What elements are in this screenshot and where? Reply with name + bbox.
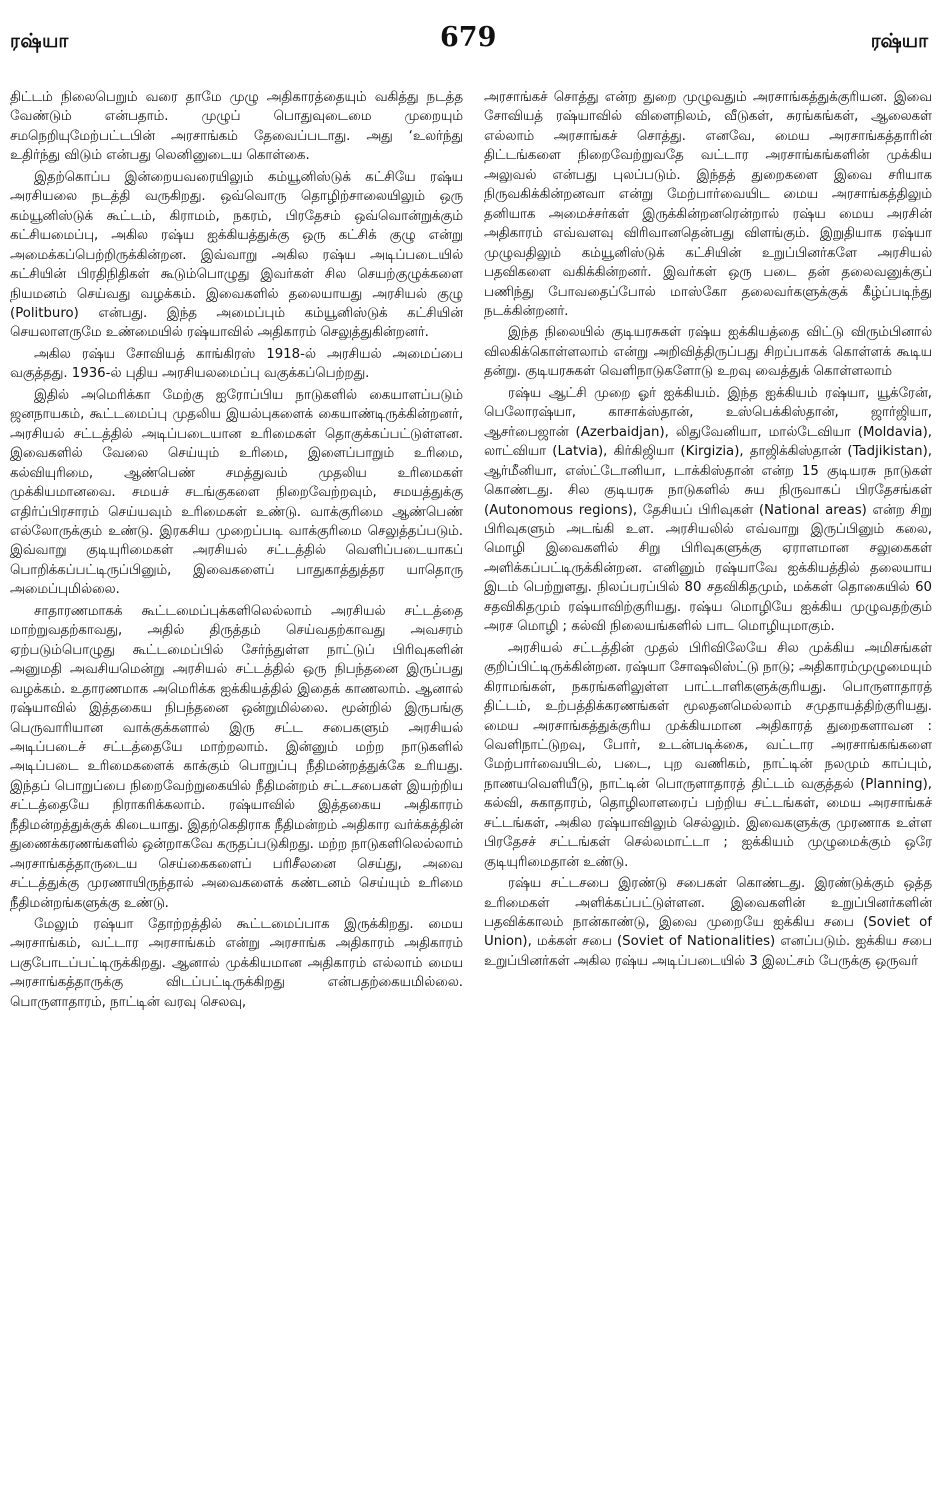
paragraph: இந்த நிலையில் குடியரசுகள் ரஷ்ய ஐக்கியத்தை விட்டு விரும்பினால் விலகிக்கொள்ளலாம் என்று அறிவித்திருப்பது சிறப்பாகக் கொள்ளக் கூடிய தன்று. குடியரசுகள் வெளிநாடுகளோடு உறவு வைத்துக் கொள்ளலாம் [484,325,932,380]
paragraph: ரஷ்ய ஆட்சி முறை ஓர் ஐக்கியம். இந்த ஐக்கியம் ரஷ்யா, யூக்ரேன், பெலோரஷ்யா, காசாக்ஸ்தான், உஸ்பெக்கிஸ்தான், ஜார்ஜியா, ஆசர்பைஜான் (Azerbaidjan), லிதுவேனியா, மால்டேவியா (Moldavia), லாட்வியா (Latvia), கிர்கிஜியா (Kirgizia), தாஜிக்கிஸ்தான் (Tadjikistan), ஆர்மீனியா, எஸ்ட்டோனியா, டாக்கிஸ்தான் என்ற 15 குடியரசு நாடுகள் கொண்டது. சில குடியரசு நாடுகளில் சுய நிருவாகப் பிரதேசங்கள் (Autonomous regions), தேசியப் பிரிவுகள் (National areas) என்ற சிறு பிரிவுகளும் அடங்கி உள. அரசியலில் எவ்வாறு இருப்பினும் கலை, மொழி இவைகளில் சிறு பிரிவுகளுக்கு ஏராளமான சலுகைகள் அளிக்கப்பட்டிருக்கின்றன. எனினும் ரஷ்யாவே ஐக்கியத்தில் தலையாய இடம் பெற்றுளது. நிலப்பரப்பில் 80 சதவிகிதமும், மக்கள் தொகையில் 60 சதவிகிதமும் ரஷ்யாவிற்குரியது. ரஷ்ய மொழியே ஐக்கிய முழுவதற்கும் அரச மொழி ; கல்வி நிலையங்களில் பாட மொழியுமாகும். [484,385,932,635]
left-column [10,88,463,1488]
paragraph: சாதாரணமாகக் கூட்டமைப்புக்களிலெல்லாம் அரசியல் சட்டத்தை மாற்றுவதற்காவது, அதில் திருத்தம் செய்வதற்காவது அவசரம் ஏற்படும்பொழுது கூட்டமைப்பில் சேர்ந்துள்ள நாட்டுப் பிரிவுகளின் அனுமதி அவசியமென்று அரசியல் சட்டத்தில் ஒரு நிபந்தனை இருப்பது வழக்கம். உதாரணமாக அமெரிக்க ஐக்கியத்தில் இதைக் காணலாம். ஆனால் ரஷ்யாவில் இத்தகைய நிபந்தனை ஒன்றுமில்லை. மூன்றில் இருபங்கு பெருவாரியான வாக்குக்களால் இரு சட்ட சபைகளும் அரசியல் அடிப்படைச் சட்டத்தையே மாற்றலாம். இன்னும் மற்ற நாடுகளில் அடிப்படை உரிமைகளைக் காக்கும் பொறுப்பு நீதிமன்றத்துக்கே உரியது. இந்தப் பொறுப்பை நிறைவேற்றுகையில் நீதிமன்றம் சட்டசபைகள் இயற்றிய சட்டத்தையே நிராகரிக்கலாம். ரஷ்யாவில் இத்தகைய அதிகாரம் நீதிமன்றத்துக்குக் கிடையாது. இதற்கெதிராக நீதிமன்றம் அதிகார வர்க்கத்தின் துணைக்கரணங்களில் ஒன்றாகவே கருதப்படுகிறது. மற்ற நாடுகளிலெல்லாம் அரசாங்கத்தாருடைய செய்கைகளைப் பரிசீலனை செய்து, அவை சட்டத்துக்கு முரணாயிருந்தால் அவைகளைக் கண்டனம் செய்யும் உரிமை நீதிமன்றங்களுக்கு உண்டு. [10,603,463,911]
paragraph: இதில் அமெரிக்கா மேற்கு ஐரோப்பிய நாடுகளில் கையாளப்படும் ஜனநாயகம், கூட்டமைப்பு முதலிய இயல்புகளைக் கையாண்டிருக்கின்றனர், அரசியல் சட்டத்தில் அடிப்படையான உரிமைகள் தொகுக்கப்பட்டுள்ளன. இவைகளில் வேலை செய்யும் உரிமை, இளைப்பாறும் உரிமை, கல்வியுரிமை, ஆண்பெண் சமத்துவம் முதலிய உரிமைகள் முக்கியமானவை. சமயச் சடங்குகளை நிறைவேற்றவும், சமயத்துக்கு எதிர்ப்பிரசாரம் செய்யவும் உரிமைகள் உண்டு. வாக்குரிமை ஆண்பெண் எல்லோருக்கும் உண்டு. இரகசிய முறைப்படி வாக்குரிமை செலுத்தப்படும். இவ்வாறு குடியுரிமைகள் அரசியல் சட்டத்தில் வெளிப்படையாகப் பொறிக்கப்பட்டிருப்பினும், இவைகளைப் பாதுகாத்துத்தர யாதொரு அமைப்புமில்லை. [10,387,463,598]
running-head-left: ரஷ்யா [10,30,69,52]
paragraph: திட்டம் நிலைபெறும் வரை தாமே முழு அதிகாரத்தையும் வகித்து நடத்த வேண்டும் என்பதாம். முழுப் பொதுவுடைமை முறையும் சமநெறியுமேற்பட்டபின் அரசாங்கம் தேவைப்படாது. அது ‘உலர்ந்து உதிர்ந்து விடும் என்பது லெனினுடைய கொள்கை. [10,90,463,164]
right-column [484,88,932,1488]
paragraph: அரசாங்கச் சொத்து என்ற துறை முழுவதும் அரசாங்கத்துக்குரியன. இவை சோவியத் ரஷ்யாவில் விளைநிலம், வீடுகள், சுரங்கங்கள், ஆலைகள் எல்லாம் அரசாங்கச் சொத்து. எனவே, மைய அரசாங்கத்தாரின் திட்டங்களை நிறைவேற்றுவதே வட்டார அரசாங்கங்களின் முக்கிய அலுவல் என்பது புலப்படும். இந்தத் துறைகளை இவை சரியாக நிருவகிக்கின்றனவா என்று மேற்பார்வையிட மைய அரசாங்கத்திலும் தனியாக அமைச்சர்கள் இருக்கின்றனரென்றால் ரஷ்ய மைய அரசின் அதிகாரம் எவ்வளவு விரிவானதென்பது விளங்கும். இறுதியாக ரஷ்யா முழுவதிலும் கம்யூனிஸ்டுக் கட்சியின் உறுப்பினர்களே அரசியல் பதவிகளை வகிக்கின்றனர். இவர்கள் ஒரு படை தன் தலைவனுக்குப் பணிந்து போவதைப்போல் மாஸ்கோ தலைவர்களுக்குக் கீழ்ப்படிந்து நடக்கின்றனர். [484,90,932,319]
paragraph: அகில ரஷ்ய சோவியத் காங்கிரஸ் 1918-ல் அரசியல் அமைப்பை வகுத்தது. 1936-ல் புதிய அரசியலமைப்பு வகுக்கப்பெற்றது. [10,346,463,382]
page-number: 679 [440,22,497,53]
page-header [0,0,940,58]
paragraph: ரஷ்ய சட்டசபை இரண்டு சபைகள் கொண்டது. இரண்டுக்கும் ஒத்த உரிமைகள் அளிக்கப்பட்டுள்ளன. இவைகளின் உறுப்பினர்களின் பதவிக்காலம் நான்காண்டு, இவை முறையே ஐக்கிய சபை (Soviet of Union), மக்கள் சபை (Soviet of Nationalities) எனப்படும். ஐக்கிய சபை உறுப்பினர்கள் அகில ரஷ்ய அடிப்படையில் 3 இலட்சம் பேருக்கு ஒருவர் [484,876,932,969]
running-head-right: ரஷ்யா [870,30,928,52]
paragraph: அரசியல் சட்டத்தின் முதல் பிரிவிலேயே சில முக்கிய அமிசங்கள் குறிப்பிட்டிருக்கின்றன. ரஷ்யா சோஷலிஸ்ட்டு நாடு; அதிகாரம்முழுமையும் கிராமங்கள், நகரங்களிலுள்ள பாட்டாளிகளுக்குரியது. பொருளாதாரத் திட்டம், உற்பத்திக்கரணங்கள் மூலதனமெல்லாம் சமுதாயத்திற்குரியது. மைய அரசாங்கத்துக்குரிய முக்கியமான அதிகாரத் துறைகளாவன : வெளிநாட்டுறவு, போர், உடன்படிக்கை, வட்டார அரசாங்கங்களை மேற்பார்வையிடல், படை, புற வணிகம், நாட்டின் நலமும் காப்பும், நாணயவெளியீடு, நாட்டின் பொருளாதாரத் திட்டம் வகுத்தல் (Planning), கல்வி, சுகாதாரம், தொழிலாளரைப் பற்றிய சட்டங்கள், மைய அரசாங்கச் சட்டங்கள், அகில ரஷ்யாவிலும் செல்லும். இவைகளுக்கு முரணாக உள்ள பிரதேசச் சட்டங்கள் செல்லமாட்டா ; ஐக்கியம் முழுமைக்கும் ஒரே குடியுரிமைதான் உண்டு. [484,640,932,870]
paragraph: மேலும் ரஷ்யா தோற்றத்தில் கூட்டமைப்பாக இருக்கிறது. மைய அரசாங்கம், வட்டார அரசாங்கம் என்று அரசாங்க அதிகாரம் அதிகாரம் பகுபோடப்பட்டிருக்கிறது. ஆனால் முக்கியமான அதிகாரம் எல்லாம் மைய அரசாங்கத்தாருக்கு விடப்பட்டிருக்கிறது என்பதற்கையமில்லை. பொருளாதாரம், நாட்டின் வரவு செலவு, [10,917,463,1010]
paragraph: இதற்கொப்ப இன்றையவரையிலும் கம்யூனிஸ்டுக் கட்சியே ரஷ்ய அரசியலை நடத்தி வருகிறது. ஒவ்வொரு தொழிற்சாலையிலும் ஒரு கம்யூனிஸ்டுக் கூட்டம், கிராமம், நகரம், பிரதேசம் ஒவ்வொன்றுக்கும் கட்சியமைப்பு, அகில ரஷ்ய ஐக்கியத்துக்கு ஒரு கட்சிக் குழு என்று அமைக்கப்பெற்றிருக்கின்றன. இவ்வாறு அகில ரஷ்ய அடிப்படையில் கட்சியின் பிரதிநிதிகள் கூடும்பொழுது இவர்கள் சில செயற்குழுக்களை நியமனம் செய்வது வழக்கம். இவைகளில் தலையாயது அரசியல் குழு (Politburo) என்பது. இந்த அமைப்பும் கம்யூனிஸ்டுக் கட்சியின் செயலாளருமே உண்மையில் ரஷ்யாவில் அதிகாரம் செலுத்துகின்றனர். [10,169,463,341]
